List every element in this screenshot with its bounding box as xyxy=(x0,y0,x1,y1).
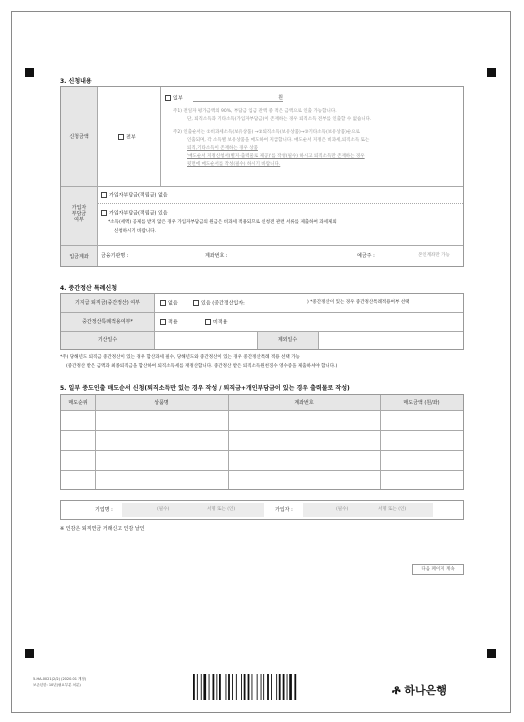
member-required: (필수) xyxy=(336,507,349,512)
registration-mark-bottom-left xyxy=(25,649,34,658)
prior-none-checkbox[interactable] xyxy=(160,300,166,306)
contrib-label-line3: 여부 xyxy=(74,217,84,223)
col-product: 상품명 xyxy=(154,400,169,406)
note2-line2: 인출되며, 각 소득별 보유상품을 매도하여 지급합니다. 매도순서 지정은 비과세,퇴직소득 또는 xyxy=(187,138,370,143)
contrib-none-option[interactable]: 가입자부담금(적립금) 없음 xyxy=(101,192,168,199)
contrib-label-line1: 가입자 xyxy=(71,205,87,211)
contrib-none-checkbox[interactable] xyxy=(101,192,107,198)
special-noapply-checkbox[interactable] xyxy=(205,319,211,325)
contrib-note-line2: 신청하시기 바랍니다. xyxy=(114,229,156,234)
holder-label: 예금주 : xyxy=(357,253,375,259)
partial-checkbox[interactable] xyxy=(165,95,171,101)
member-label: 가입자 : xyxy=(275,507,293,513)
bank-name: 하나은행 xyxy=(404,684,447,697)
contrib-yes-option[interactable]: 가입자부담금(적립금) 있음 xyxy=(101,210,168,217)
section4-note-line2: (중간정산 받은 금액과 최종퇴직금을 합산하여 퇴직소득세를 재정산합니다. 중간정산 받은 퇴직소득원천징수 영수증을 제출하셔야 합니다.) xyxy=(66,364,338,369)
partial-amount-field[interactable]: 원 xyxy=(193,95,283,102)
special-apply-checkbox[interactable] xyxy=(160,319,166,325)
seal-note: ※ 인감은 퇴직연금 거래신고 인감 날인 xyxy=(60,526,145,532)
company-required: (필수) xyxy=(157,507,170,512)
prior-severance-yes[interactable]: 있음 (중간정산일자: xyxy=(193,300,245,307)
registration-mark-bottom-right xyxy=(487,649,496,658)
account-label: 입금계좌 xyxy=(69,254,89,260)
special-apply-label: 중간정산특례적용여부* xyxy=(82,319,133,325)
note2-line1: 주2) 인출순서는 ①비과세소득(보유상품) →②퇴직소득(보유상품)→③기타소득(보유상품)순으로 xyxy=(173,130,360,135)
col-amount: 매도금액 (원/좌) xyxy=(403,400,440,406)
note1-line1: 주1) 전일자 평가금액의 90%, 부담금 입금 잔액 중 적은 금액으로 인출 가능합니다. xyxy=(173,109,337,114)
section5-title: 5. 일부 중도인출 매도순서 신청(퇴직소득만 있는 경우 작성 / 퇴직금+개인부담금이 있는 경우 출력물로 작성) xyxy=(60,385,350,392)
col-account: 계좌번호 xyxy=(294,400,314,406)
section3-label-column xyxy=(61,87,97,266)
table-row[interactable] xyxy=(61,431,463,450)
company-label: 기업명 : xyxy=(95,507,113,513)
company-field[interactable] xyxy=(122,503,264,517)
all-checkbox[interactable] xyxy=(118,134,124,140)
registration-mark-top-right xyxy=(487,68,496,77)
table-row[interactable] xyxy=(61,471,463,489)
next-page-box: 다음 페이지 계속 xyxy=(412,564,464,575)
contrib-label-line2: 부담금 xyxy=(71,211,87,217)
note2-line4: '매도순서 지정신청서(별지-출력물로 제공)'를 작성(필수) 하시고 퇴직소득만 존재하는 경우 xyxy=(187,154,365,159)
special-noapply-option[interactable]: 미적용 xyxy=(205,319,228,326)
special-apply-option[interactable]: 적용 xyxy=(160,319,178,326)
bank-logo xyxy=(392,682,447,698)
amount-label: 신청금액 xyxy=(69,134,89,140)
prior-yes-checkbox[interactable] xyxy=(193,300,199,306)
section3-title: 3. 신청내용 xyxy=(60,78,92,85)
barcode xyxy=(193,674,335,700)
accno-label: 계좌번호 : xyxy=(205,253,228,259)
bank-logo-icon: ቶ xyxy=(392,683,401,698)
bank-label: 금융기관명 : xyxy=(101,253,129,259)
prior-severance-note: ) *중간정산이 있는 경우 중간정산특례적용여부 선택 xyxy=(307,300,410,305)
prior-severance-label: 기지급 퇴직금(중간정산) 여부 xyxy=(74,300,141,306)
member-field[interactable] xyxy=(303,503,433,517)
form-code-line2: 보존년한: 10년(필요부분 처분) xyxy=(33,683,81,687)
exclude-days-label: 제외일수 xyxy=(277,337,298,343)
prior-severance-none[interactable]: 없음 xyxy=(160,300,178,307)
section4-note-line1: *주) 당해년도 퇴직금 중간정산이 있는 경우 합산과세 필수, 당해년도와 중간정산이 있는 경우 중간정산특례 적용 선택 가능 xyxy=(60,355,300,360)
table-row[interactable] xyxy=(61,411,463,430)
note2-line3: 퇴직,기타소득이 존재하는 경우 상품 xyxy=(187,146,258,151)
company-sign-hint: 서명 또는 (인) xyxy=(207,507,236,512)
contrib-yes-checkbox[interactable] xyxy=(101,210,107,216)
form-code-line1: 5-HA-0021(2/2) (2020.01 개정) xyxy=(33,677,87,681)
table-row[interactable] xyxy=(61,451,463,470)
partial-option[interactable]: 일부 xyxy=(165,95,183,102)
member-sign-hint: 서명 또는 (인) xyxy=(378,507,407,512)
all-option[interactable]: 전부 xyxy=(118,134,136,141)
contrib-note-line1: *소득(세액) 공제를 받지 않은 경우 가입자부담금의 원금은 비과세 적용되므로 신청전 관련 서류를 제출하여 과세제외 xyxy=(108,220,337,225)
col-rank: 매도순위 xyxy=(68,400,88,406)
start-days-label: 기산일수 xyxy=(97,337,118,343)
note2-line5: 뒷면에 매도순서를 작성(필수) 하시기 바랍니다. xyxy=(187,162,281,167)
registration-mark-top-left xyxy=(25,68,34,77)
section4-title: 4. 중간정산 특례신청 xyxy=(60,285,118,292)
holder-hint: 본인계좌만 가능 xyxy=(418,253,450,258)
note1-line2: 단, 퇴직소득과 기타소득(가입자부담금)이 존재하는 경우 퇴직소득 전부를 인출할 수 없습니다. xyxy=(187,117,372,122)
